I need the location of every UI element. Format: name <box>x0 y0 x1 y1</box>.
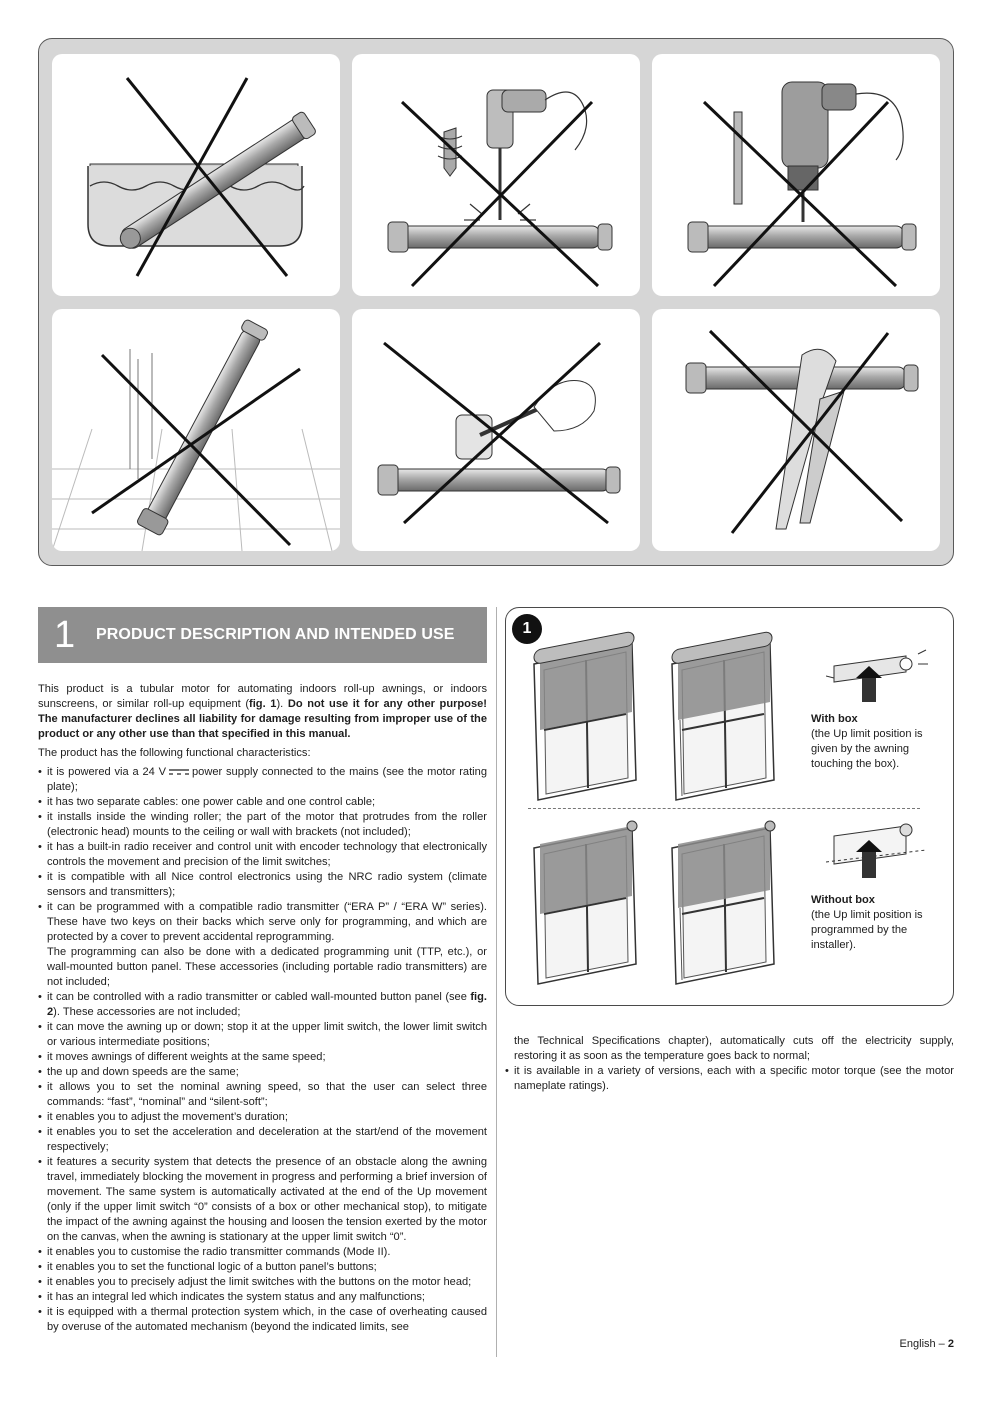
with-box-title: With box <box>811 713 858 725</box>
characteristics-list-cont <box>505 1064 954 1094</box>
continued-text <box>505 1034 954 1094</box>
warning-no-drilling-illustration <box>652 54 940 296</box>
list-item: • it features a security system that detects the presence of an obstacle along the awning travel, immediately blocking the movement in progress and performing a brief inversion of movement. The same system is automatically activated at the end of the Up movement (only if the upper limit switch “0” consists of a box or other mechanical stop), to mitigate the impact of the awning against the housing and loosen the tension exerted by the motor on the canvas, when the awning is stationary at the upper limit switch “0”. <box>38 1155 487 1245</box>
figure-divider <box>528 808 920 809</box>
without-box-title: Without box <box>811 894 875 906</box>
figure-number-badge: 1 <box>512 614 542 644</box>
warning-statement: Do not use it for any other purpose! The manufacturer declines all liability for damage resulting from improper use of the product or any other use than that specified in this manual. <box>38 698 487 740</box>
characteristics-lead: The product has the following functional characteristics: <box>38 747 311 759</box>
box-detail-drawing <box>826 636 936 706</box>
fig-ref: fig. 1 <box>249 698 277 710</box>
window-awning-left <box>534 631 636 800</box>
power-text-end: power supply connected to the mains (see the motor rating plate); <box>47 766 487 793</box>
dc-symbol-icon <box>168 768 190 776</box>
intro-text-end: ). <box>276 698 288 710</box>
without-box-text: (the Up limit position is programmed by the installer). <box>811 909 923 951</box>
list-item <box>38 765 487 795</box>
control-text: it can be controlled with a radio transmitter or cabled wall-mounted button panel (see <box>47 991 471 1003</box>
list-item: • it enables you to precisely adjust the limit switches with the buttons on the motor head; <box>38 1275 487 1290</box>
list-item: • it installs inside the winding roller; the part of the motor that protrudes from the roller (electronic head) mounts to the ceiling or wall with brackets (not included); <box>38 810 487 840</box>
list-item: • it moves awnings of different weights at the same speed; <box>38 1050 487 1065</box>
list-item: • it enables you to customise the radio transmitter commands (Mode II). <box>38 1245 487 1260</box>
intro-paragraph <box>38 682 487 742</box>
figure-1 <box>505 607 954 1006</box>
warning-no-dropping-illustration <box>52 309 340 551</box>
list-item: • it has a built-in radio receiver and control unit with encoder technology that electronically controls the movement and precision of the limit switches; <box>38 840 487 870</box>
no-box-detail-drawing <box>826 814 936 884</box>
product-description-text <box>38 682 487 1335</box>
section-number: 1 <box>54 614 76 656</box>
warning-no-screws-illustration <box>352 54 640 296</box>
list-item: • it enables you to adjust the movement’s duration; <box>38 1110 487 1125</box>
programming-text: it can be programmed with a compatible radio transmitter (“ERA P” / “ERA W” series). These have two keys on their backs which serve only for programming, and which are protected by a cover to prevent accidental reprogramming. <box>47 901 487 943</box>
without-box-caption <box>811 893 939 953</box>
characteristics-list <box>38 765 487 1335</box>
thermal-protection-continued: the Technical Specifications chapter), automatically cuts off the electricity supply, restoring it as soon as the temperature goes back to normal; <box>514 1035 954 1062</box>
list-item: • it enables you to set the functional logic of a button panel’s buttons; <box>38 1260 487 1275</box>
list-item: • it can move the awning up or down; stop it at the upper limit switch, the lower limit switch or various intermediate positions; <box>38 1020 487 1050</box>
page-number: 2 <box>947 1338 954 1350</box>
intro-text: This product is a tubular motor for automating indoors roll-up awnings, or indoors sunscreens, or similar roll-up equipment ( <box>38 683 487 710</box>
footer-language: English – <box>899 1338 945 1350</box>
warning-illustrations-panel <box>38 38 954 566</box>
warning-no-crushing-illustration <box>652 309 940 551</box>
with-box-text: (the Up limit position is given by the awning touching the box). <box>811 728 923 770</box>
warning-no-hammering-illustration <box>352 309 640 551</box>
fig-ref: fig. 2 <box>47 991 487 1018</box>
list-item <box>38 990 487 1020</box>
section-header <box>38 607 487 663</box>
power-text: it is powered via a 24 V <box>47 766 166 778</box>
page-footer <box>860 1338 954 1350</box>
warning-no-water-illustration <box>52 54 340 296</box>
list-item: • it is compatible with all Nice control electronics using the NRC radio system (climate sensors and transmitters); <box>38 870 487 900</box>
list-item: • it has an integral led which indicates the system status and any malfunctions; <box>38 1290 487 1305</box>
list-item: • it is equipped with a thermal protection system which, in the case of overheating caused by overuse of the automated mechanism (beyond the indicated limits, see <box>38 1305 487 1335</box>
window-awning-right <box>672 631 774 800</box>
with-box-caption <box>811 712 939 772</box>
list-item: • it allows you to set the nominal awning speed, so that the user can select three commands: “fast”, “nominal” and “silent-soft”; <box>38 1080 487 1110</box>
column-divider <box>496 607 497 1357</box>
list-item: • it has two separate cables: one power cable and one control cable; <box>38 795 487 810</box>
list-item <box>38 900 487 990</box>
programming-text-cont: The programming can also be done with a dedicated programming unit (TTP, etc.), or wall-mounted button panel. These accessories (including portable radio transmitters) are not included; <box>47 946 487 988</box>
list-item: • it enables you to set the acceleration and deceleration at the start/end of the movement respectively; <box>38 1125 487 1155</box>
section-title: PRODUCT DESCRIPTION AND INTENDED USE <box>96 626 455 643</box>
list-item: • it is available in a variety of versions, each with a specific motor torque (see the motor nameplate ratings). <box>505 1064 954 1094</box>
awning-with-box-drawing <box>526 630 806 806</box>
control-text-end: ). These accessories are not included; <box>53 1006 241 1018</box>
awning-without-box-drawing <box>526 814 806 990</box>
list-item: • the up and down speeds are the same; <box>38 1065 487 1080</box>
